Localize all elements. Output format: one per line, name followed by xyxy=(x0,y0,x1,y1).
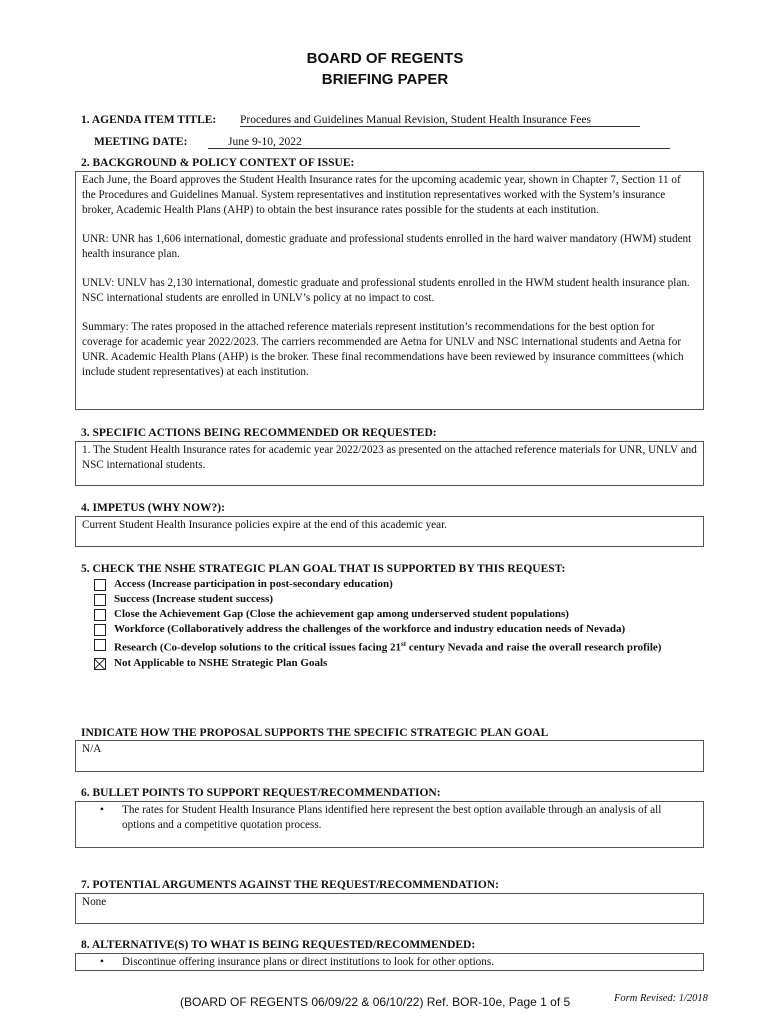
arguments-against-box xyxy=(75,893,704,924)
goal-achievement-gap-text: Close the Achievement Gap (Close the achievement gap among underserved student populations) xyxy=(114,608,569,620)
goal-workforce-checkbox[interactable] xyxy=(94,624,106,636)
bullet-points-label: 6. BULLET POINTS TO SUPPORT REQUEST/RECOMMENDATION: xyxy=(81,787,441,799)
doc-title: BOARD OF REGENTS xyxy=(306,50,464,67)
impetus-box xyxy=(75,516,704,547)
meeting-date-label: MEETING DATE: xyxy=(94,136,188,148)
arguments-against-text: None xyxy=(82,896,107,908)
goal-research-checkbox[interactable] xyxy=(94,639,106,651)
goal-achievement-gap-checkbox[interactable] xyxy=(94,609,106,621)
arguments-against-label: 7. POTENTIAL ARGUMENTS AGAINST THE REQUEST/RECOMMENDATION: xyxy=(81,879,499,891)
goal-not-applicable xyxy=(94,656,714,671)
background-label: 2. BACKGROUND & POLICY CONTEXT OF ISSUE: xyxy=(81,157,355,169)
alternatives-label: 8. ALTERNATIVE(S) TO WHAT IS BEING REQUESTED/RECOMMENDED: xyxy=(81,939,476,951)
background-box xyxy=(75,171,704,410)
specific-actions-text: 1. The Student Health Insurance rates for academic year 2022/2023 as presented on the attached reference materials for UNR, UNLV and NSC international students. xyxy=(82,444,697,471)
indicate-label: INDICATE HOW THE PROPOSAL SUPPORTS THE SPECIFIC STRATEGIC PLAN GOAL xyxy=(81,727,549,739)
goal-success-text: Success (Increase student success) xyxy=(114,593,273,605)
bullet-icon: • xyxy=(100,956,104,968)
strategic-plan-label: 5. CHECK THE NSHE STRATEGIC PLAN GOAL THAT IS SUPPORTED BY THIS REQUEST: xyxy=(81,563,566,575)
alternatives-box xyxy=(75,953,704,971)
goal-access xyxy=(94,577,714,592)
specific-actions-label: 3. SPECIFIC ACTIONS BEING RECOMMENDED OR REQUESTED: xyxy=(81,427,437,439)
background-paragraph-summary: Summary: The rates proposed in the attached reference materials represent institution’s recommendations for the best option for coverage for academic year 2022/2023. The carriers recommended are Aetna for UNLV and NSC international students and Aetna for UNR. Academic Health Plans (AHP) is the broker. These final recommendations have been reviewed by insurance committees (which include student representatives) at each institution. xyxy=(82,321,684,378)
bullet-icon: • xyxy=(100,804,104,816)
list-item xyxy=(82,803,697,833)
background-paragraph-1: Each June, the Board approves the Student Health Insurance rates for the upcoming academic year, shown in Chapter 7, Section 11 of the Procedures and Guidelines Manual. System representatives and institution representatives worked with the System’s insurance broker, Academic Health Plans (AHP) to obtain the best insurance rates possible for the students at each institution. xyxy=(82,174,681,216)
goal-workforce xyxy=(94,622,714,637)
goal-not-applicable-checkbox[interactable] xyxy=(94,658,106,670)
goal-workforce-text: Workforce (Collaboratively address the challenges of the workforce and industry education needs of Nevada) xyxy=(114,623,626,635)
goal-success xyxy=(94,592,714,607)
agenda-item-value: Procedures and Guidelines Manual Revision, Student Health Insurance Fees xyxy=(240,114,640,127)
impetus-label: 4. IMPETUS (WHY NOW?): xyxy=(81,502,225,514)
alternative-text: Discontinue offering insurance plans or direct institutions to look for other options. xyxy=(122,956,495,968)
impetus-text: Current Student Health Insurance policies expire at the end of this academic year. xyxy=(82,519,448,531)
form-revised-note: Form Revised: 1/2018 xyxy=(614,993,708,1004)
meeting-date-value: June 9-10, 2022 xyxy=(208,136,670,149)
background-paragraph-unr: UNR: UNR has 1,606 international, domestic graduate and professional students enrolled in the hard waiver mandatory (HWM) student health insurance plan. xyxy=(82,233,692,260)
goal-achievement-gap xyxy=(94,607,714,622)
indicate-box xyxy=(75,740,704,772)
goal-research-text: Research (Co-develop solutions to the critical issues facing 21st century Nevada and raise the overall research profile) xyxy=(114,640,662,654)
bullet-points-box xyxy=(75,801,704,848)
bullet-point-text: The rates for Student Health Insurance Plans identified here represent the best option available through an analysis of all options and a competitive quotation process. xyxy=(122,804,662,831)
list-item xyxy=(82,955,697,970)
doc-subtitle: BRIEFING PAPER xyxy=(321,71,449,88)
agenda-item-label: 1. AGENDA ITEM TITLE: xyxy=(81,114,217,126)
indicate-text: N/A xyxy=(82,743,102,755)
goal-access-checkbox[interactable] xyxy=(94,579,106,591)
goal-access-text: Access (Increase participation in post-secondary education) xyxy=(114,578,393,590)
specific-actions-box xyxy=(75,441,704,486)
strategic-goal-list xyxy=(94,577,714,671)
goal-not-applicable-text: Not Applicable to NSHE Strategic Plan Goals xyxy=(114,656,328,669)
background-paragraph-unlv: UNLV: UNLV has 2,130 international, domestic graduate and professional students enrolled in the HWM student health insurance plan. NSC international students are enrolled in UNLV’s policy at no impact to cost. xyxy=(82,277,690,304)
goal-research xyxy=(94,637,714,656)
page-footer: (BOARD OF REGENTS 06/09/22 & 06/10/22) Ref. BOR-10e, Page 1 of 5 xyxy=(180,995,571,1009)
goal-success-checkbox[interactable] xyxy=(94,594,106,606)
